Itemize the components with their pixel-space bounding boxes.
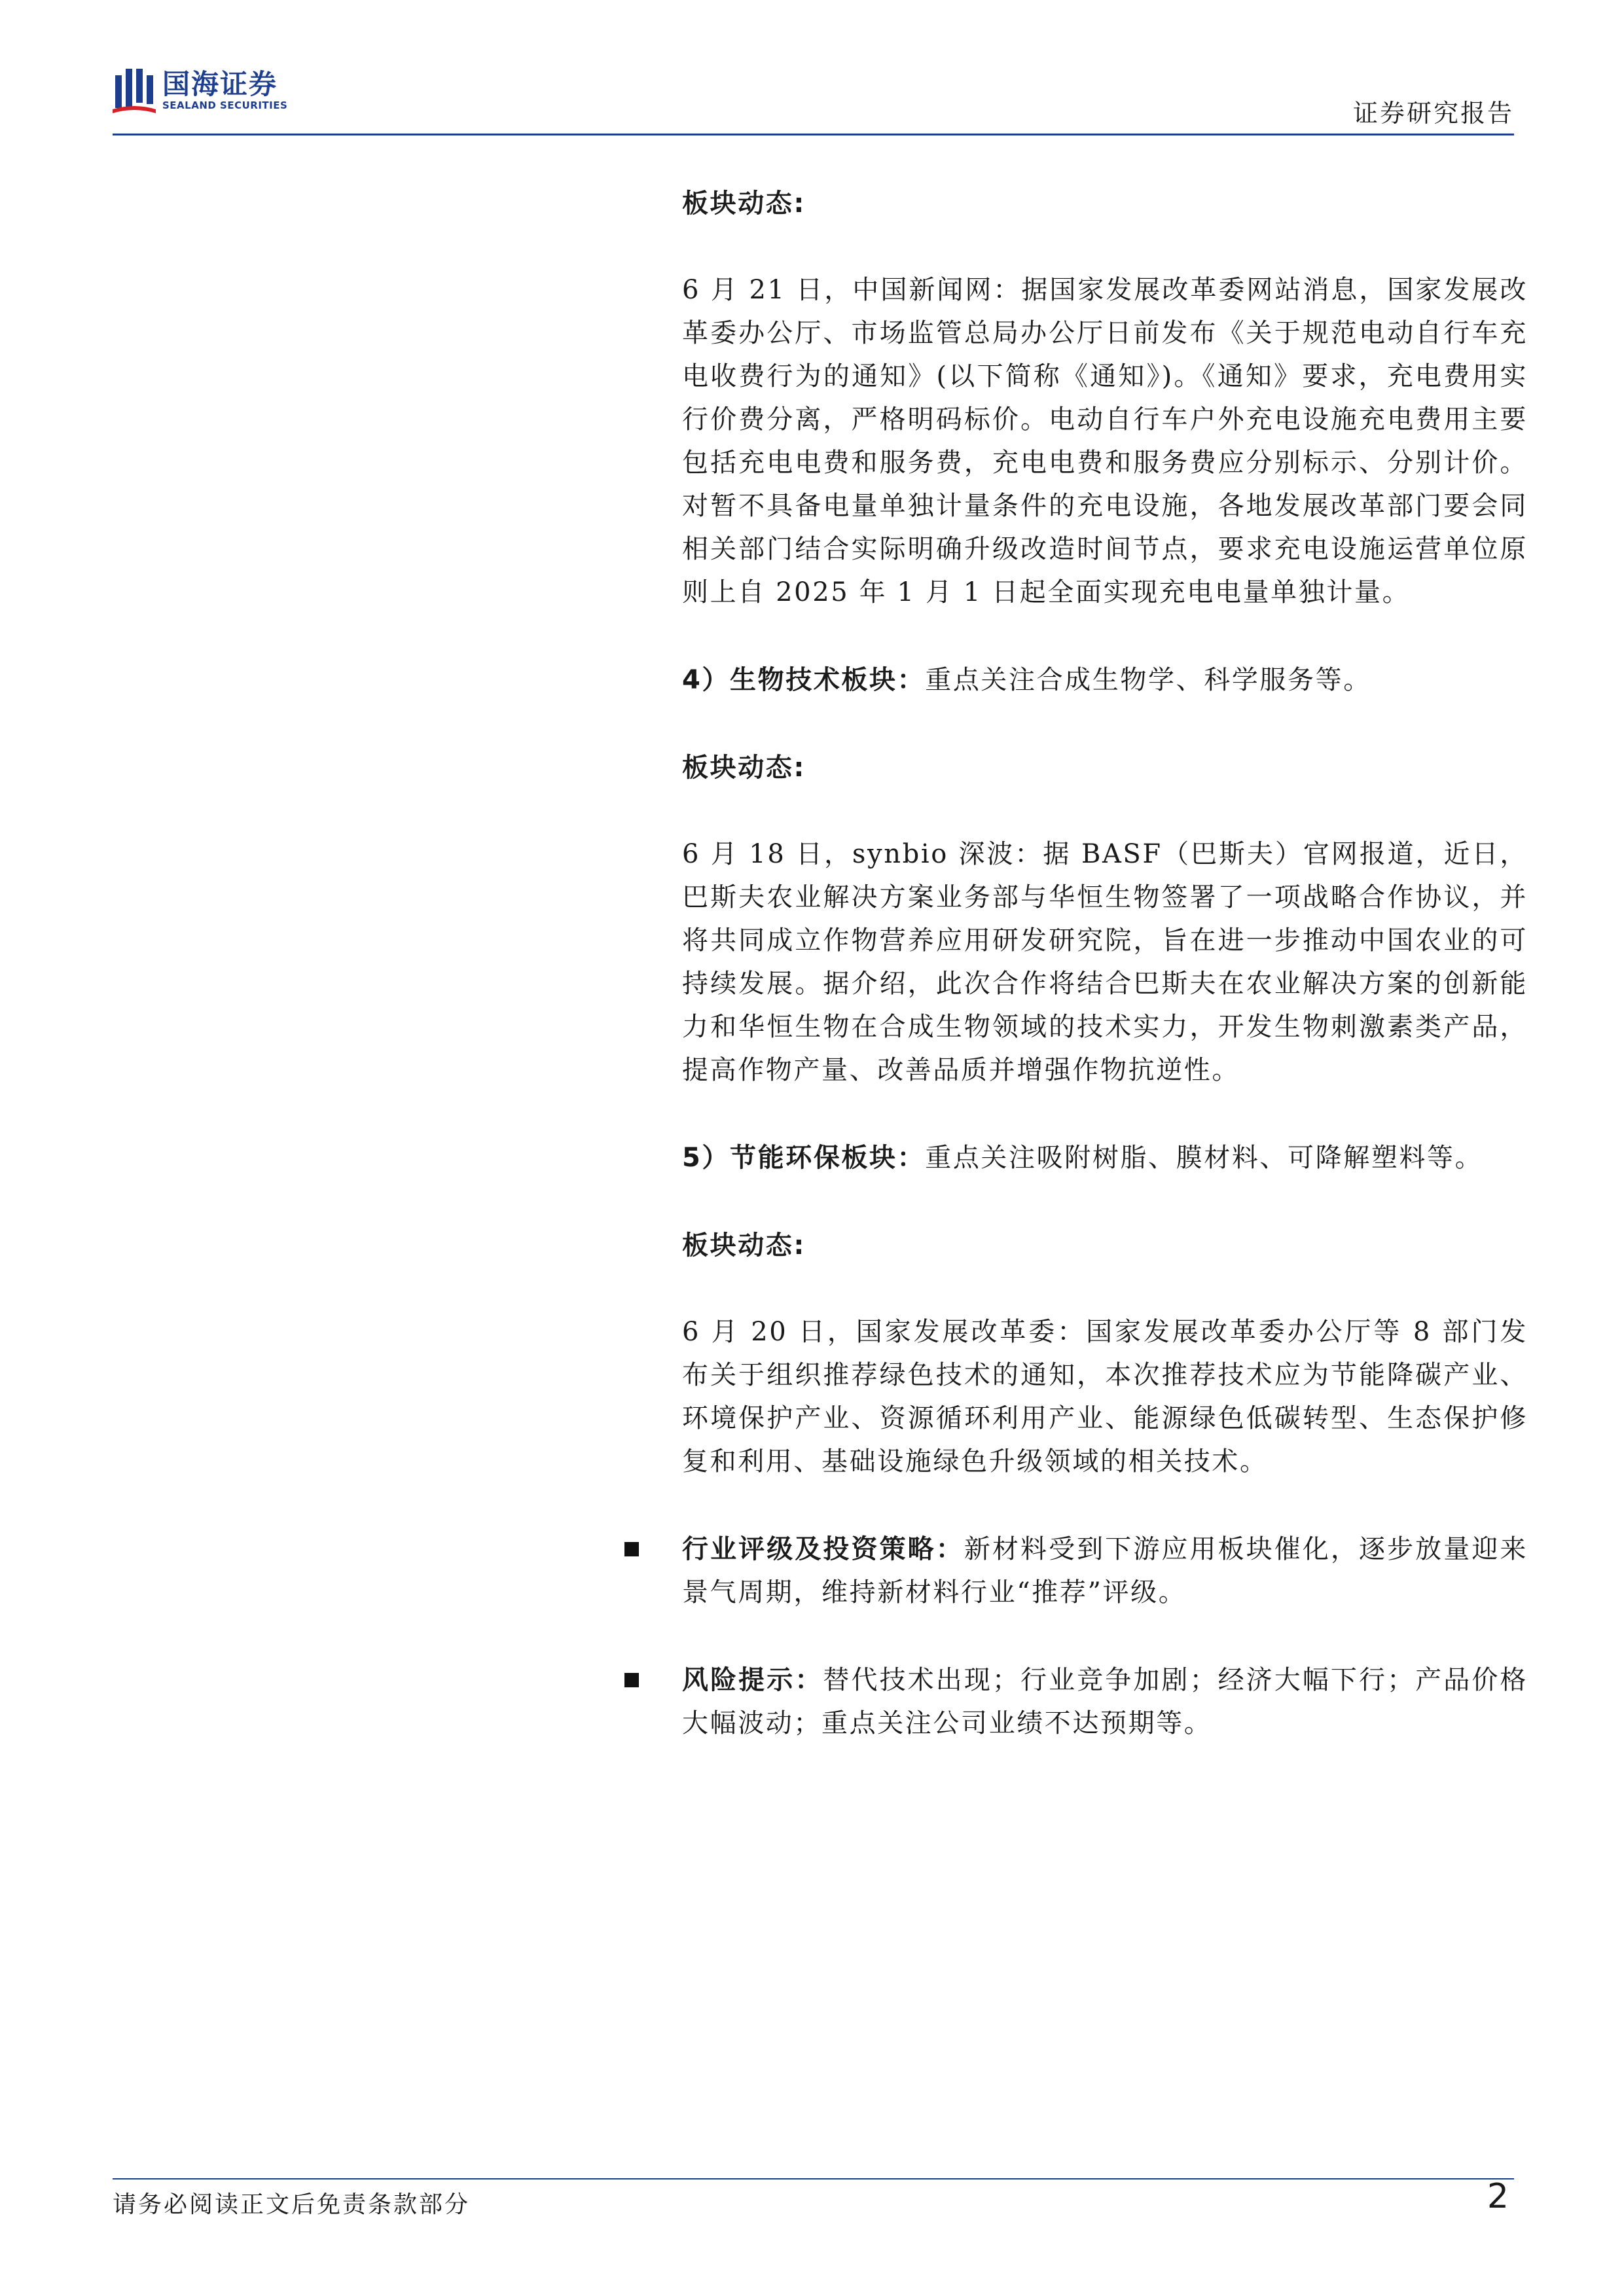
square-bullet-icon xyxy=(624,1542,639,1556)
logo-chinese-name: 国海证券 xyxy=(162,68,278,100)
footer-divider xyxy=(113,2178,1514,2179)
section-energy-saving-text: 重点关注吸附树脂、膜材料、可降解塑料等。 xyxy=(925,1143,1483,1173)
block-dynamics-heading: 板块动态: xyxy=(682,753,806,783)
news-paragraph-ev-charging: 6 月 21 日，中国新闻网：据国家发展改革委网站消息，国家发展改革委办公厅、市场监管总局办公厅日前发布《关于规范电动自行车充电收费行为的通知》(以下简称《通知》)。《通知》要求，充电费用实行价费分离，严格明码标价。电动自行车户外充电设施充电费用主要包括充电电费和服务费，充电电费和服务费应分别标示、分别计价。对暂不具备电量单独计量条件的充电设施，各地发展改革部门要会同相关部门结合实际明确升级改造时间节点，要求充电设施运营单位原则上自 2025 年 1 月 1 日起全面实现充电电量单独计量。 xyxy=(682,275,1528,607)
section-energy-saving-label: 5）节能环保板块： xyxy=(682,1143,926,1173)
logo-english-name: SEALAND SECURITIES xyxy=(162,99,288,111)
bullet-text: 新材料受到下游应用板块催化，逐步放量迎来景气周期，维持新材料行业“推荐”评级。 xyxy=(682,1534,1528,1607)
bullet-label: 行业评级及投资策略： xyxy=(682,1534,964,1564)
block-dynamics-heading: 板块动态: xyxy=(682,1230,806,1261)
section-biotech xyxy=(682,658,1528,702)
footer-disclaimer: 请务必阅读正文后免责条款部分 xyxy=(113,2191,471,2218)
main-content xyxy=(682,182,1528,1745)
sealand-logo-icon xyxy=(113,66,156,115)
bullet-text: 替代技术出现；行业竞争加剧；经济大幅下行；产品价格大幅波动；重点关注公司业绩不达预期等。 xyxy=(682,1665,1528,1738)
news-paragraph-basf: 6 月 18 日，synbio 深波：据 BASF（巴斯夫）官网报道，近日，巴斯夫农业解决方案业务部与华恒生物签署了一项战略合作协议，并将共同成立作物营养应用研发研究院，旨在进一步推动中国农业的可持续发展。据介绍，此次合作将结合巴斯夫在农业解决方案的创新能力和华恒生物在合成生物领域的技术实力，开发生物刺激素类产品，提高作物产量、改善品质并增强作物抗逆性。 xyxy=(682,839,1528,1085)
report-type-label: 证券研究报告 xyxy=(1352,99,1514,128)
square-bullet-icon xyxy=(624,1673,639,1687)
bullet-rating-strategy xyxy=(682,1528,1528,1614)
page-number: 2 xyxy=(1487,2177,1509,2216)
bullet-risk-warning xyxy=(682,1659,1528,1745)
section-biotech-text: 重点关注合成生物学、科学服务等。 xyxy=(925,665,1371,695)
bullet-label: 风险提示： xyxy=(682,1665,823,1695)
block-dynamics-heading: 板块动态: xyxy=(682,188,806,219)
section-biotech-label: 4）生物技术板块： xyxy=(682,665,926,695)
news-paragraph-green-tech: 6 月 20 日，国家发展改革委：国家发展改革委办公厅等 8 部门发布关于组织推荐绿色技术的通知，本次推荐技术应为节能降碳产业、环境保护产业、资源循环利用产业、能源绿色低碳转型、生态保护修复和利用、基础设施绿色升级领域的相关技术。 xyxy=(682,1317,1528,1477)
section-energy-saving xyxy=(682,1136,1528,1179)
header-divider xyxy=(113,134,1514,135)
company-logo xyxy=(113,64,287,117)
